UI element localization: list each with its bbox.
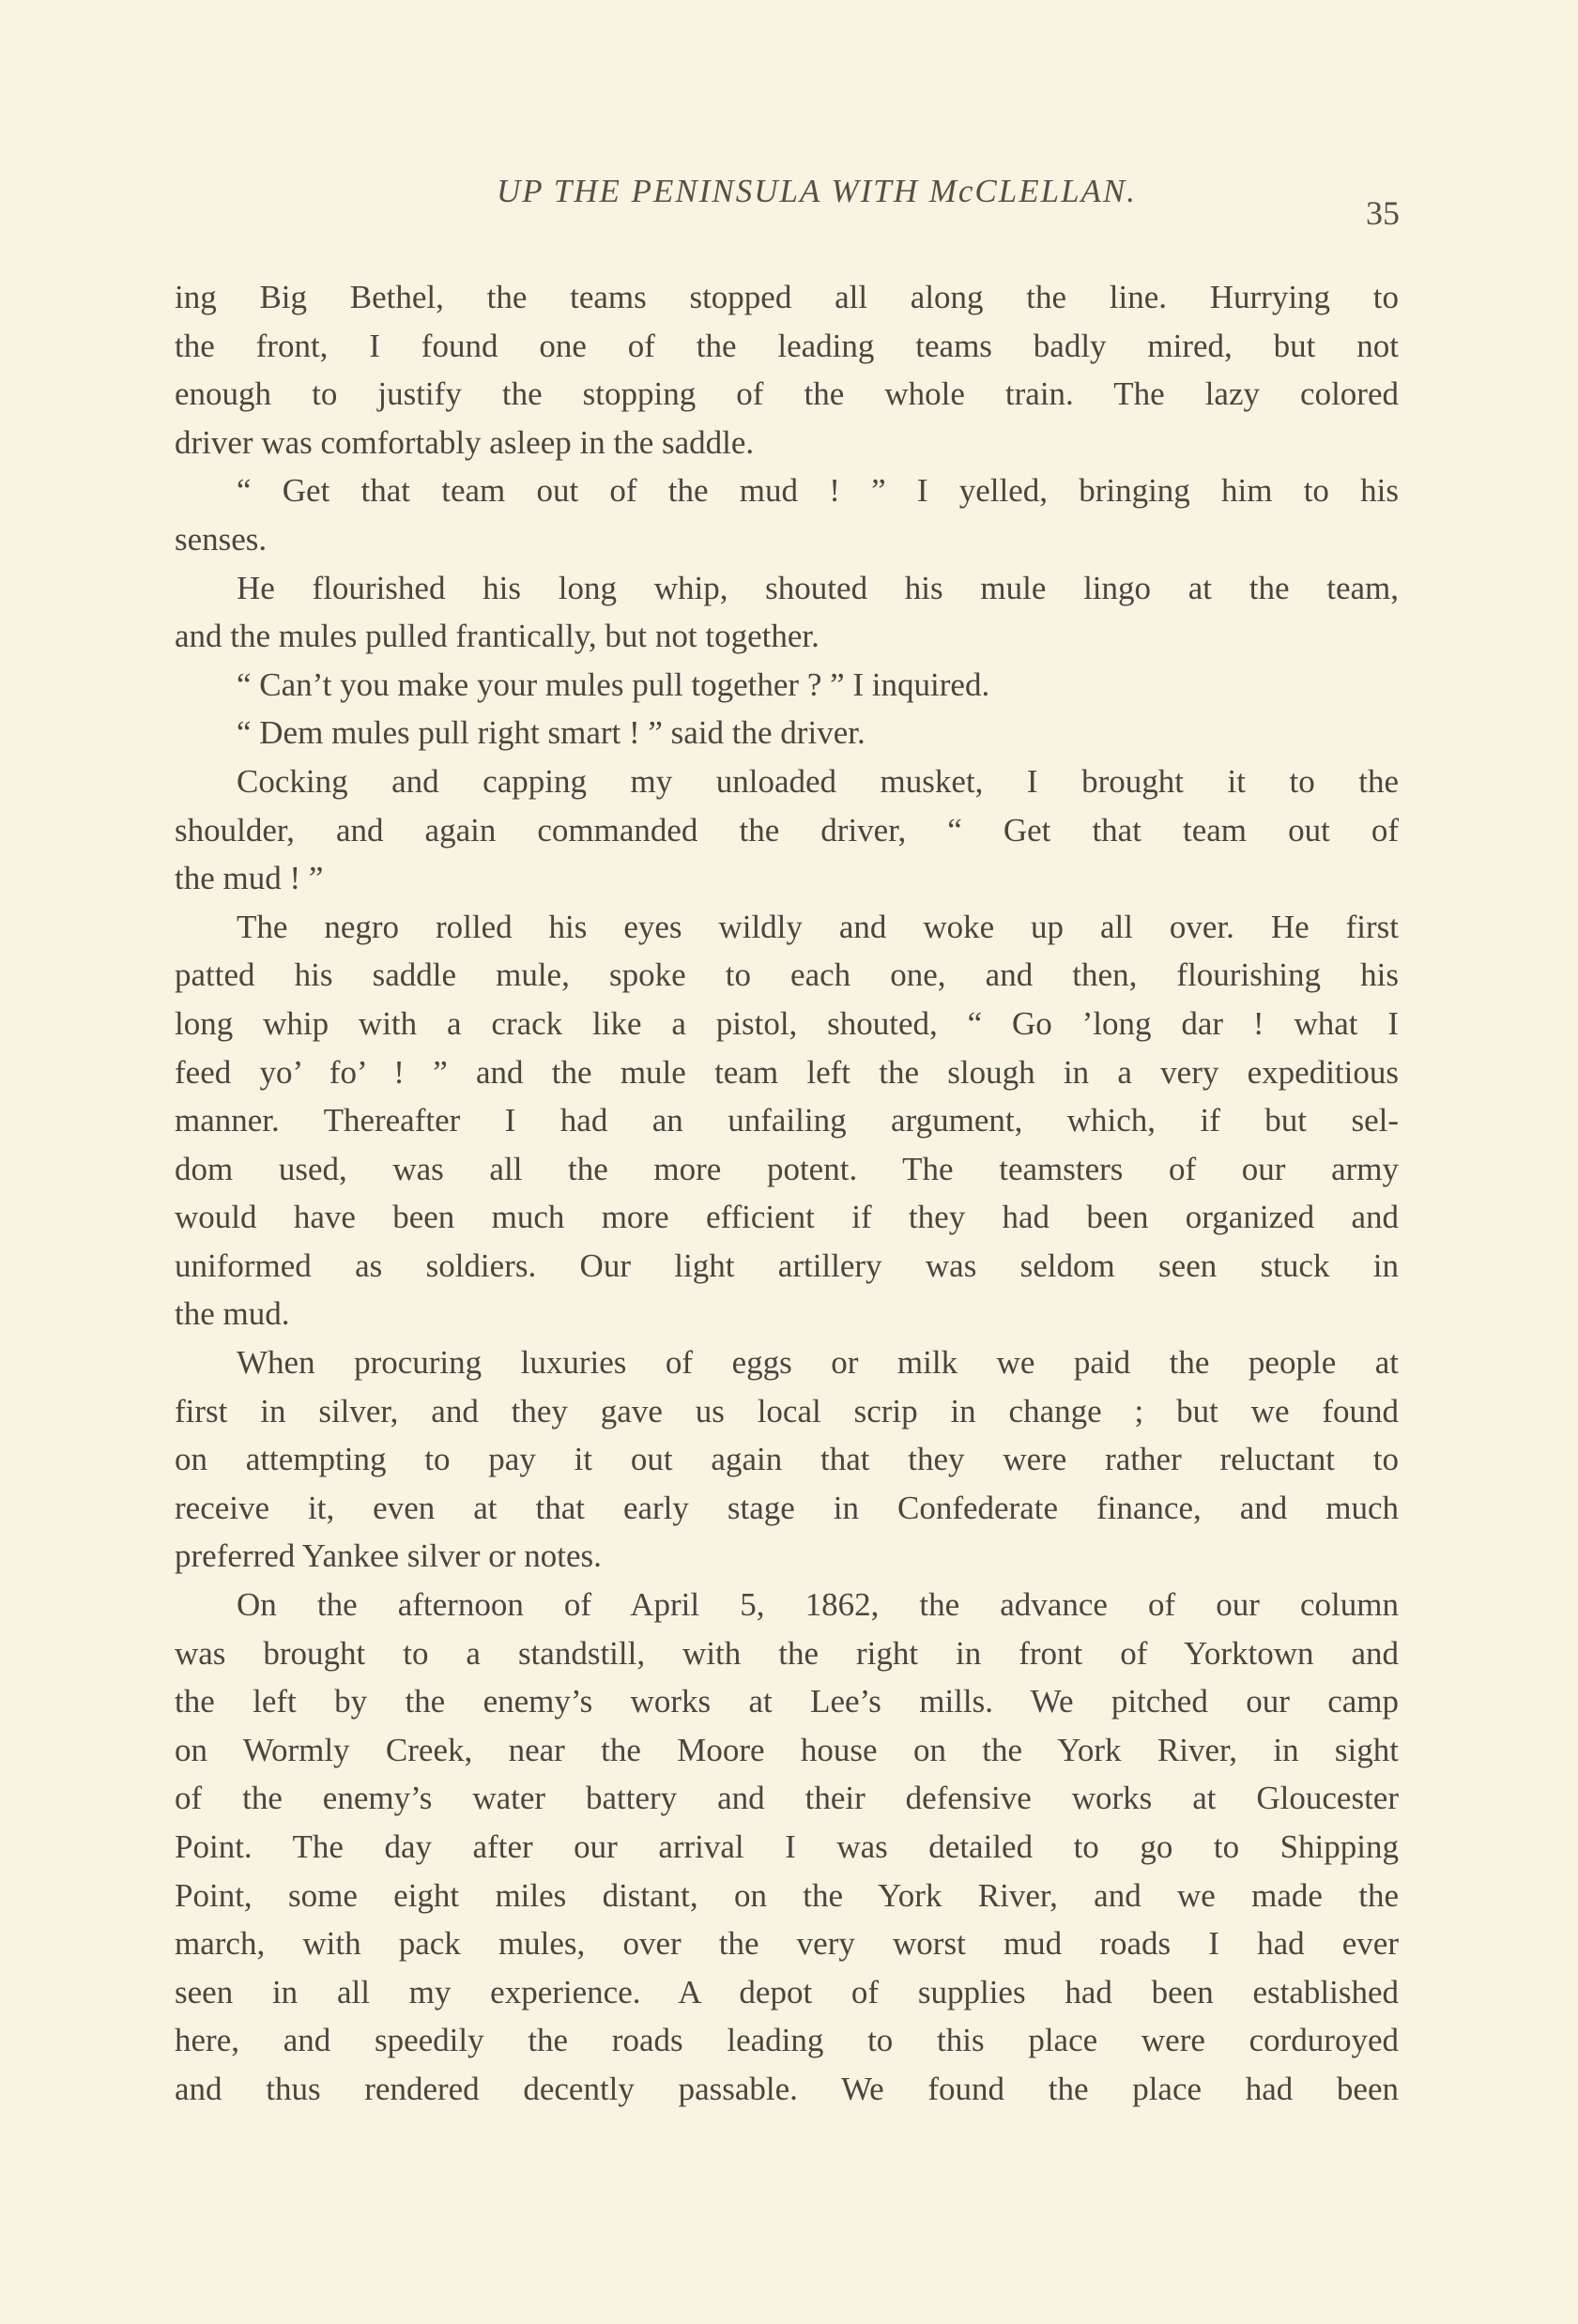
text-line: driver was comfortably asleep in the saddle. xyxy=(175,423,755,461)
text-line: the front, I found one of the leading teams badly mired, but not xyxy=(175,327,1399,364)
text-line: was brought to a standstill, with the right in front of Yorktown and xyxy=(175,1634,1399,1672)
text-line: On the afternoon of April 5, 1862, the advance of our column xyxy=(237,1586,1399,1624)
text-line: of the enemy’s water battery and their defensive works at Gloucester xyxy=(175,1780,1399,1817)
text-line: seen in all my experience. A depot of supplies had been established xyxy=(175,1973,1399,2011)
text-line: the left by the enemy’s works at Lee’s mills. We pitched our camp xyxy=(175,1683,1399,1720)
text-line: He flourished his long whip, shouted his mule lingo at the team, xyxy=(237,569,1399,606)
text-line: “ Get that team out of the mud ! ” I yelled, bringing him to his xyxy=(237,472,1399,510)
text-line: uniformed as soldiers. Our light artillery was seldom seen stuck in xyxy=(175,1246,1399,1284)
text-line: The negro rolled his eyes wildly and woke up all over. He first xyxy=(237,908,1399,945)
text-line: ing Big Bethel, the teams stopped all along the line. Hurrying to xyxy=(175,279,1399,315)
running-title: UP THE PENINSULA WITH McCLELLAN. xyxy=(496,173,1138,209)
text-line: first in silver, and they gave us local scrip in change ; but we found xyxy=(175,1392,1399,1430)
text-line: receive it, even at that early stage in Confederate finance, and much xyxy=(175,1489,1399,1526)
body-text xyxy=(175,273,1399,2114)
text-line: patted his saddle mule, spoke to each one, and then, flourishing his xyxy=(175,956,1399,994)
text-line: “ Dem mules pull right smart ! ” said the driver. xyxy=(237,714,866,752)
text-line: the mud ! ” xyxy=(175,860,324,897)
text-line: When procuring luxuries of eggs or milk we paid the people at xyxy=(237,1344,1399,1382)
text-line: “ Can’t you make your mules pull together ? ” I inquired. xyxy=(237,665,990,703)
text-line: senses. xyxy=(175,520,268,558)
text-line: march, with pack mules, over the very worst mud roads I had ever xyxy=(175,1925,1399,1963)
text-line: Cocking and capping my unloaded musket, I brought it to the xyxy=(237,762,1399,800)
page-number: 35 xyxy=(1366,194,1400,232)
text-line: manner. Thereafter I had an unfailing argument, which, if but sel- xyxy=(175,1102,1399,1139)
text-line: dom used, was all the more potent. The teamsters of our army xyxy=(175,1150,1399,1187)
text-line: on Wormly Creek, near the Moore house on the York River, in sight xyxy=(175,1731,1399,1768)
text-line: here, and speedily the roads leading to this place were corduroyed xyxy=(175,2022,1399,2059)
text-line: on attempting to pay it out again that they were rather reluctant to xyxy=(175,1441,1399,1478)
text-line: Point, some eight miles distant, on the York River, and we made the xyxy=(175,1876,1399,1914)
text-line: and the mules pulled frantically, but not together. xyxy=(175,618,820,655)
text-line: enough to justify the stopping of the whole train. The lazy colored xyxy=(175,375,1399,413)
text-line: would have been much more efficient if they had been organized and xyxy=(175,1199,1399,1236)
text-line: feed yo’ fo’ ! ” and the mule team left the slough in a very expeditious xyxy=(175,1053,1399,1091)
text-line: Point. The day after our arrival I was detailed to go to Shipping xyxy=(175,1828,1399,1865)
text-line: the mud. xyxy=(175,1295,290,1333)
text-line: shoulder, and again commanded the driver, “ Get that team out of xyxy=(175,811,1399,849)
text-line: preferred Yankee silver or notes. xyxy=(175,1537,602,1575)
text-line: and thus rendered decently passable. We found the place had been xyxy=(175,2070,1399,2107)
text-line: long whip with a crack like a pistol, shouted, “ Go ’long dar ! what I xyxy=(175,1004,1399,1042)
